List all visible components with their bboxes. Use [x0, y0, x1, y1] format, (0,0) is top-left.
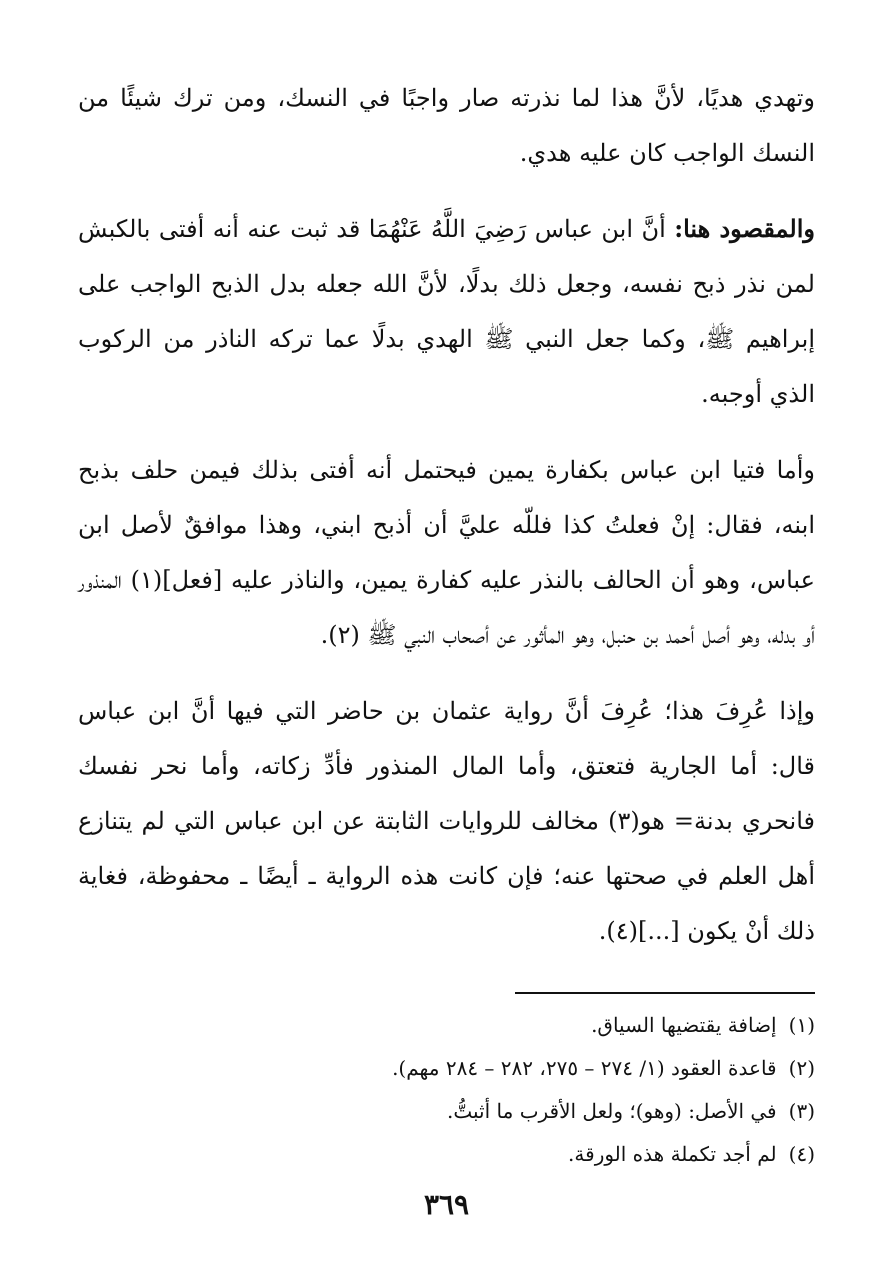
footnote-2-text: قاعدة العقود (١/ ٢٧٤ – ٢٧٥، ٢٨٢ – ٢٨٤ مهم).	[392, 1056, 777, 1080]
footnote-1-text: إضافة يقتضيها السياق.	[591, 1013, 777, 1037]
footnote-1	[78, 1004, 815, 1047]
footnote-4	[78, 1133, 815, 1176]
footnote-2	[78, 1047, 815, 1090]
paragraph-4	[78, 683, 815, 959]
paragraph-1-text: وتهدي هديًا، لأنَّ هذا لما نذرته صار واجبًا في النسك، ومن ترك شيئًا من النسك الواجب كان عليه هدي.	[78, 84, 815, 167]
paragraph-3	[78, 442, 815, 663]
footnote-3-number: (٣)	[788, 1099, 815, 1123]
footnote-3	[78, 1090, 815, 1133]
paragraph-2	[78, 201, 815, 422]
footnote-divider	[515, 992, 815, 994]
page-body	[78, 70, 815, 959]
paragraph-3-text: وأما فتيا ابن عباس بكفارة يمين فيحتمل أنه أفتى بذلك فيمن حلف بذبح ابنه، فقال: إنْ فعلتُ كذا فللّه عليَّ أن أذبح ابني، وهذا موافقٌ لأصل ابن عباس، وهو أن الحالف بالنذر عليه كفارة يمين، والناذر عليه [فعل](١) المنذور أو بدله، وهو أصل أحمد بن حنبل، وهو المأثور عن أصحاب النبي ﷺ (٢).	[78, 456, 815, 649]
footnote-4-number: (٤)	[788, 1142, 815, 1166]
footnote-3-text: في الأصل: (وهو)؛ ولعل الأقرب ما أثبتُّ.	[447, 1099, 777, 1123]
footnote-2-number: (٢)	[788, 1056, 815, 1080]
paragraph-1	[78, 70, 815, 181]
paragraph-2-lead: والمقصود هنا:	[674, 214, 815, 243]
paragraph-2-text: أنَّ ابن عباس رَضِيَ اللَّهُ عَنْهُمَا قد ثبت عنه أنه أفتى بالكبش لمن نذر ذبح نفسه، وجعل ذلك بدلًا، لأنَّ الله جعله بدل الذبح الواجب على إبراهيم ﷺ، وكما جعل النبي ﷺ الهدي بدلًا عما تركه الناذر من الركوب الذي أوجبه.	[78, 215, 815, 408]
footnote-4-text: لم أجد تكملة هذه الورقة.	[568, 1142, 777, 1166]
footnote-1-number: (١)	[788, 1013, 815, 1037]
footnotes	[78, 1004, 815, 1176]
paragraph-4-text: وإذا عُرِفَ هذا؛ عُرِفَ أنَّ رواية عثمان بن حاضر التي فيها أنَّ ابن عباس قال: أما الجارية فتعتق، وأما المال المنذور فأدِّ زكاته، وأما نحر نفسك فانحري بدنة= هو(٣) مخالف للروايات الثابتة عن ابن عباس التي لم يتنازع أهل العلم في صحتها عنه؛ فإن كانت هذه الرواية ـ أيضًا ـ محفوظة، فغاية ذلك أنْ يكون [...](٤).	[78, 697, 816, 945]
page-number: ٣٦٩	[423, 1188, 470, 1221]
